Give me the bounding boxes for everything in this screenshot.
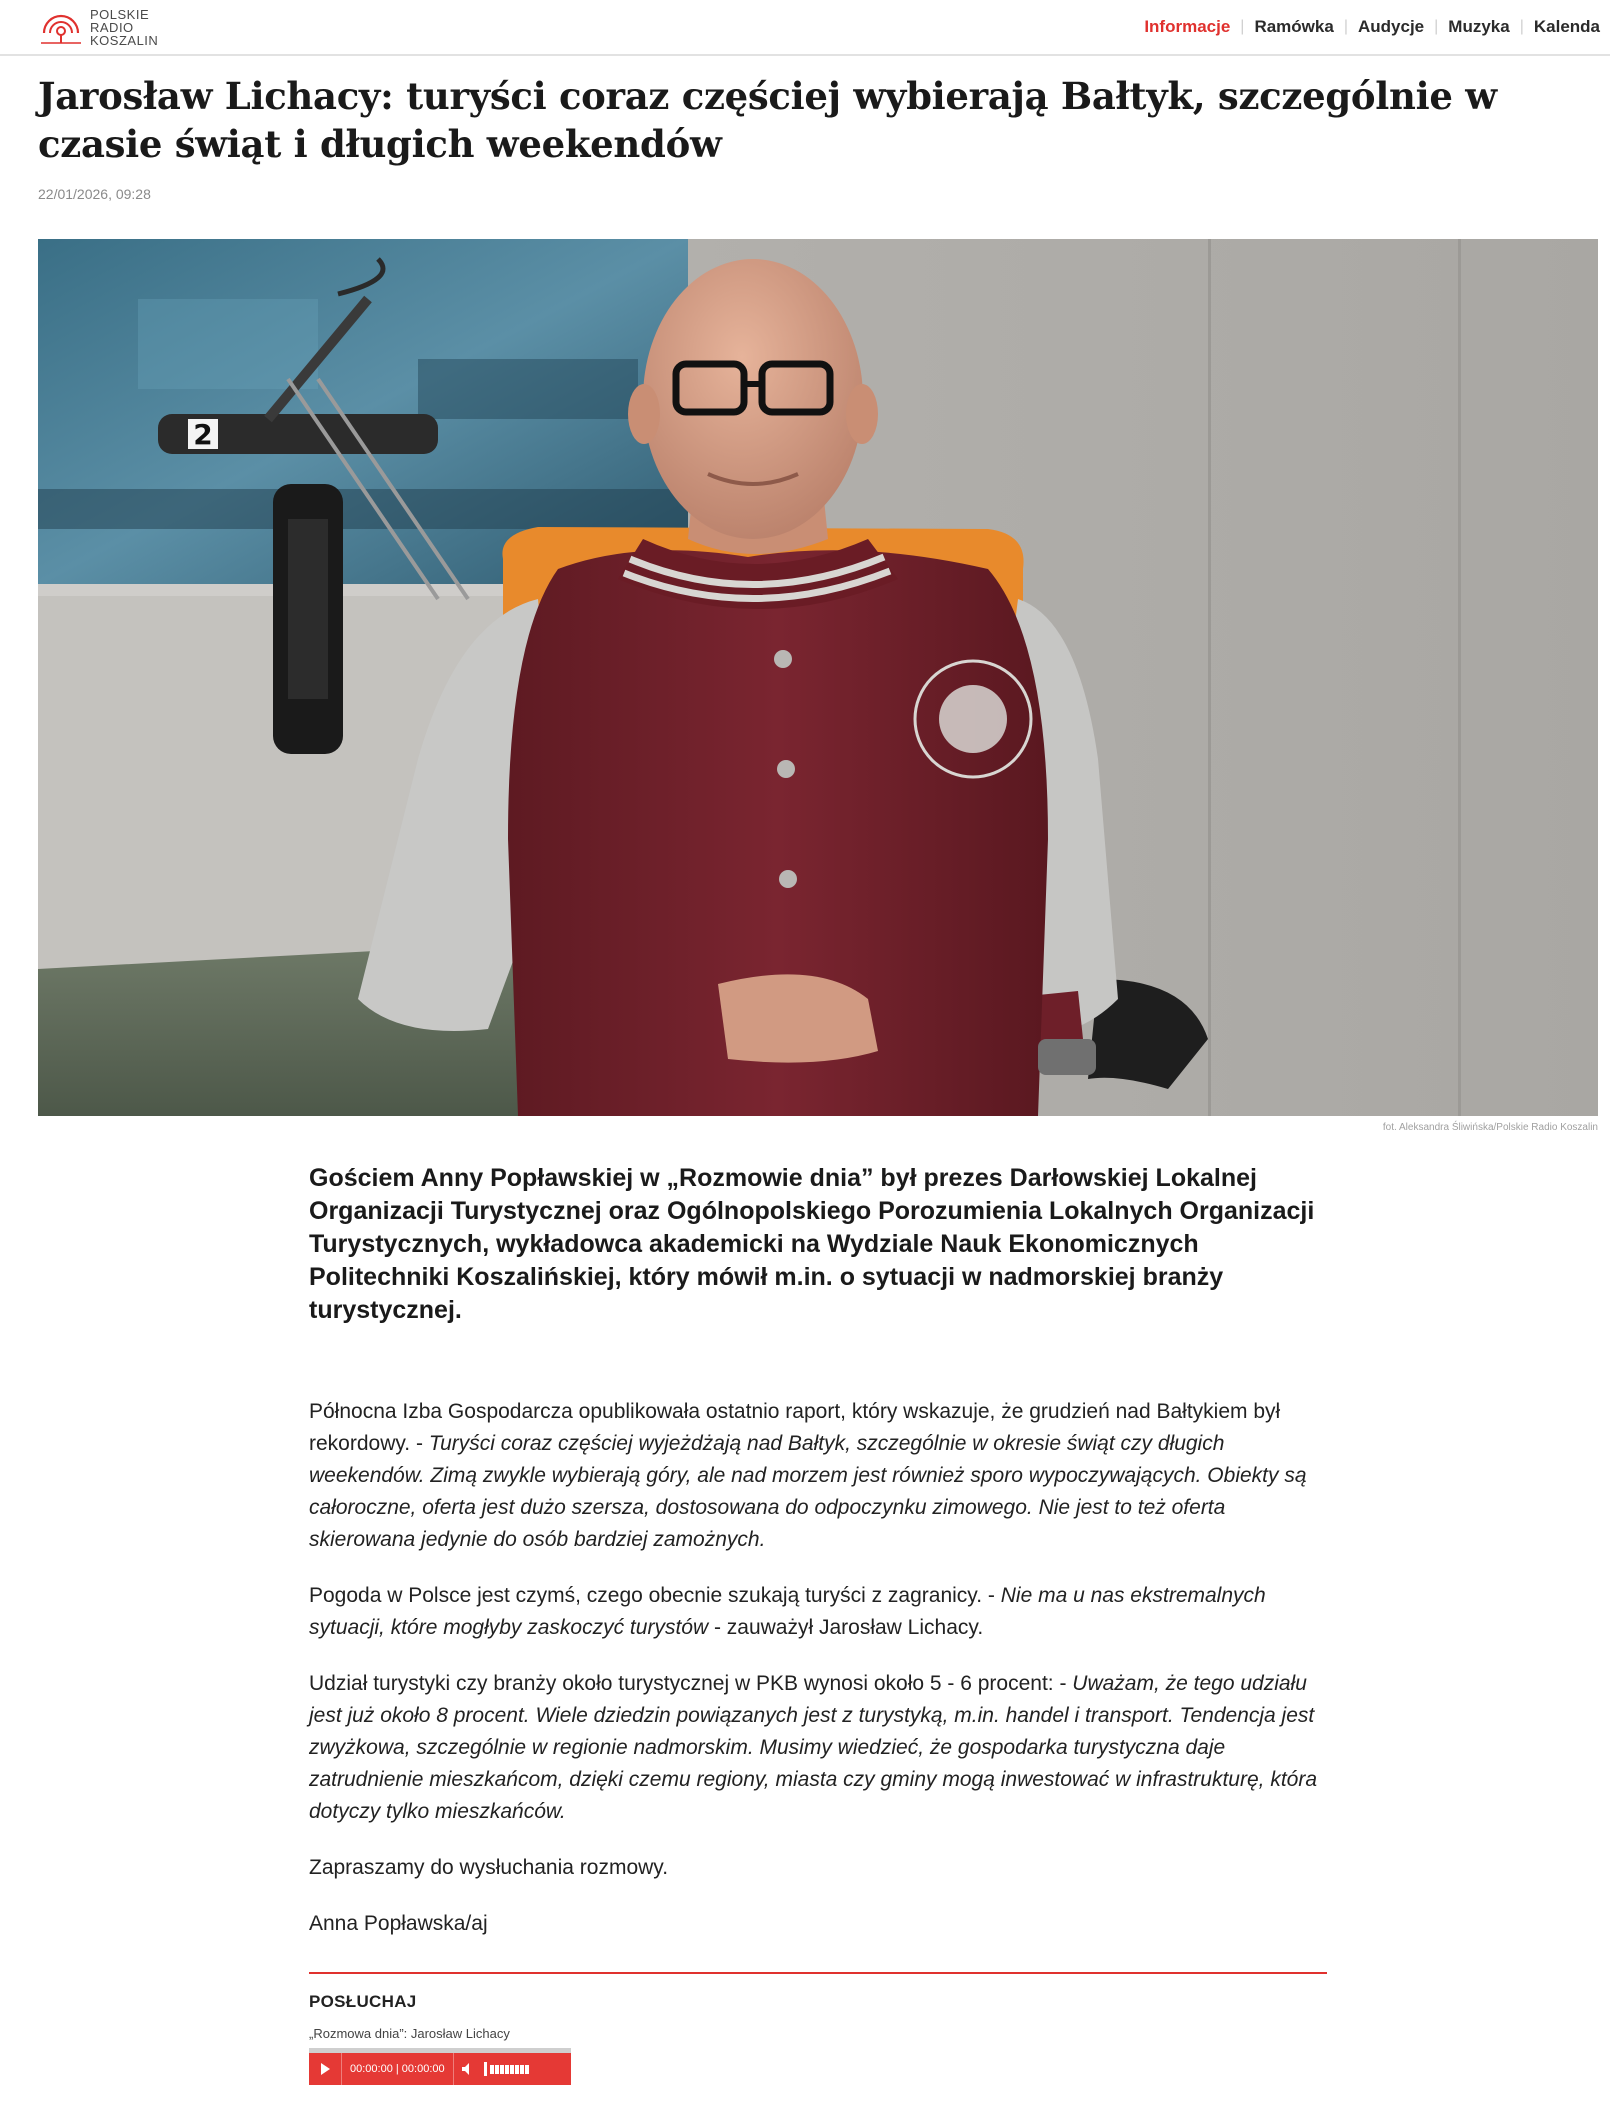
nav-kalendarz[interactable]: Kalenda bbox=[1533, 17, 1600, 36]
paragraph-1 bbox=[309, 1396, 1329, 1556]
paragraph-2-quote: Nie ma u nas ekstremalnych sytuacji, które mogłyby zaskoczyć turystów bbox=[309, 1584, 1266, 1639]
logo-wordmark bbox=[90, 8, 158, 47]
logo-line-3: KOSZALIN bbox=[90, 32, 159, 48]
volume-segment bbox=[495, 2065, 499, 2074]
radio-logo-icon bbox=[38, 7, 84, 47]
volume-segment bbox=[520, 2065, 524, 2074]
nav-separator: | bbox=[1343, 18, 1348, 35]
nav-ramowka[interactable]: Ramówka bbox=[1254, 17, 1334, 36]
volume-knob[interactable] bbox=[484, 2062, 487, 2076]
paragraph-3 bbox=[309, 1668, 1329, 1828]
studio-photo-illustration bbox=[38, 239, 1598, 1116]
volume-segment bbox=[515, 2065, 519, 2074]
nav-separator: | bbox=[1519, 18, 1524, 35]
nav-separator: | bbox=[1240, 18, 1245, 35]
mute-button[interactable] bbox=[454, 2053, 482, 2085]
nav-audycje[interactable]: Audycje bbox=[1357, 17, 1425, 36]
paragraph-3-text: Udział turystyki czy branży około turystycznej w PKB wynosi około 5 - 6 procent: - bbox=[309, 1672, 1073, 1695]
article-title: Jarosław Lichacy: turyści coraz częściej wybierają Bałtyk, szczególnie w czasie świąt i długich weekendów bbox=[38, 74, 1497, 166]
article-author: Anna Popławska/aj bbox=[309, 1912, 488, 1935]
paragraph-3-quote: Uważam, że tego udziału jest już około 8 procent. Wiele dziedzin powiązanych jest z turystyką, m.in. handel i transport. Tendencja jest zwyżkowa, szczególnie w regionie nadmorskim. Musimy wiedzieć, że gospodarka turystyczna daje zatrudnienie mieszkańcom, dzięki czemu regiony, miasta czy gminy mogą inwestować w infrastrukturę, która dotyczy tylko mieszkańców. bbox=[309, 1672, 1317, 1823]
volume-segment bbox=[490, 2065, 494, 2074]
paragraph-2 bbox=[309, 1580, 1329, 1644]
paragraph-1-text: Północna Izba Gospodarcza opublikowała ostatnio raport, który wskazuje, że grudzień nad Bałtykiem był rekordowy. - bbox=[309, 1400, 1281, 1455]
site-logo[interactable] bbox=[38, 6, 158, 48]
volume-segment bbox=[500, 2065, 504, 2074]
nav-separator: | bbox=[1434, 18, 1439, 35]
site-header bbox=[0, 0, 1610, 56]
nav-informacje[interactable]: Informacje bbox=[1144, 17, 1231, 36]
audio-player bbox=[309, 2048, 571, 2085]
paragraph-2-text: Pogoda w Polsce jest czymś, czego obecnie szukają turyści z zagranicy. - bbox=[309, 1584, 1001, 1607]
volume-slider[interactable] bbox=[484, 2062, 529, 2076]
article-body bbox=[309, 1396, 1329, 1964]
photo-caption: fot. Aleksandra Śliwińska/Polskie Radio Koszalin bbox=[1382, 1122, 1598, 1133]
paragraph-2-tail: - zauważył Jarosław Lichacy. bbox=[708, 1616, 984, 1639]
listen-section bbox=[309, 1972, 1327, 2085]
logo-line-2: RADIO bbox=[90, 19, 134, 35]
speaker-icon bbox=[461, 2062, 475, 2076]
paragraph-4: Zapraszamy do wysłuchania rozmowy. bbox=[309, 1856, 669, 1879]
mic-number-label: 2 bbox=[193, 418, 213, 451]
listen-heading: POSŁUCHAJ bbox=[309, 1992, 417, 2011]
play-icon bbox=[321, 2063, 330, 2075]
main-nav bbox=[1134, 0, 1610, 54]
article-lead: Gościem Anny Popławskiej w „Rozmowie dnia” był prezes Darłowskiej Lokalnej Organizacji Turystycznej oraz Ogólnopolskiego Porozumienia Lokalnych Organizacji Turystycznych, wykładowca akademicki na Wydziale Nauk Ekonomicznych Politechniki Koszalińskiej, który mówił m.in. o sytuacji w nadmorskiej branży turystycznej. bbox=[309, 1164, 1315, 1324]
logo-line-1: POLSKIE bbox=[90, 6, 150, 22]
audio-title: „Rozmowa dnia”: Jarosław Lichacy bbox=[309, 2026, 510, 2041]
volume-segment bbox=[505, 2065, 509, 2074]
volume-segment bbox=[525, 2065, 529, 2074]
audio-time: 00:00:00 | 00:00:00 bbox=[342, 2053, 454, 2085]
nav-muzyka[interactable]: Muzyka bbox=[1448, 17, 1510, 36]
article-photo bbox=[38, 239, 1598, 1116]
paragraph-1-quote: Turyści coraz częściej wyjeżdżają nad Bałtyk, szczególnie w okresie świąt czy długich weekendów. Zimą zwykle wybierają góry, ale nad morzem jest również sporo wypoczywających. Obiekty są całoroczne, oferta jest dużo szersza, dostosowana do odpoczynku zimowego. Nie jest to też oferta skierowana jedynie do osób bardziej zamożnych. bbox=[309, 1432, 1307, 1551]
volume-segment bbox=[510, 2065, 514, 2074]
article-date: 22/01/2026, 09:28 bbox=[38, 186, 151, 202]
play-button[interactable] bbox=[309, 2053, 342, 2085]
